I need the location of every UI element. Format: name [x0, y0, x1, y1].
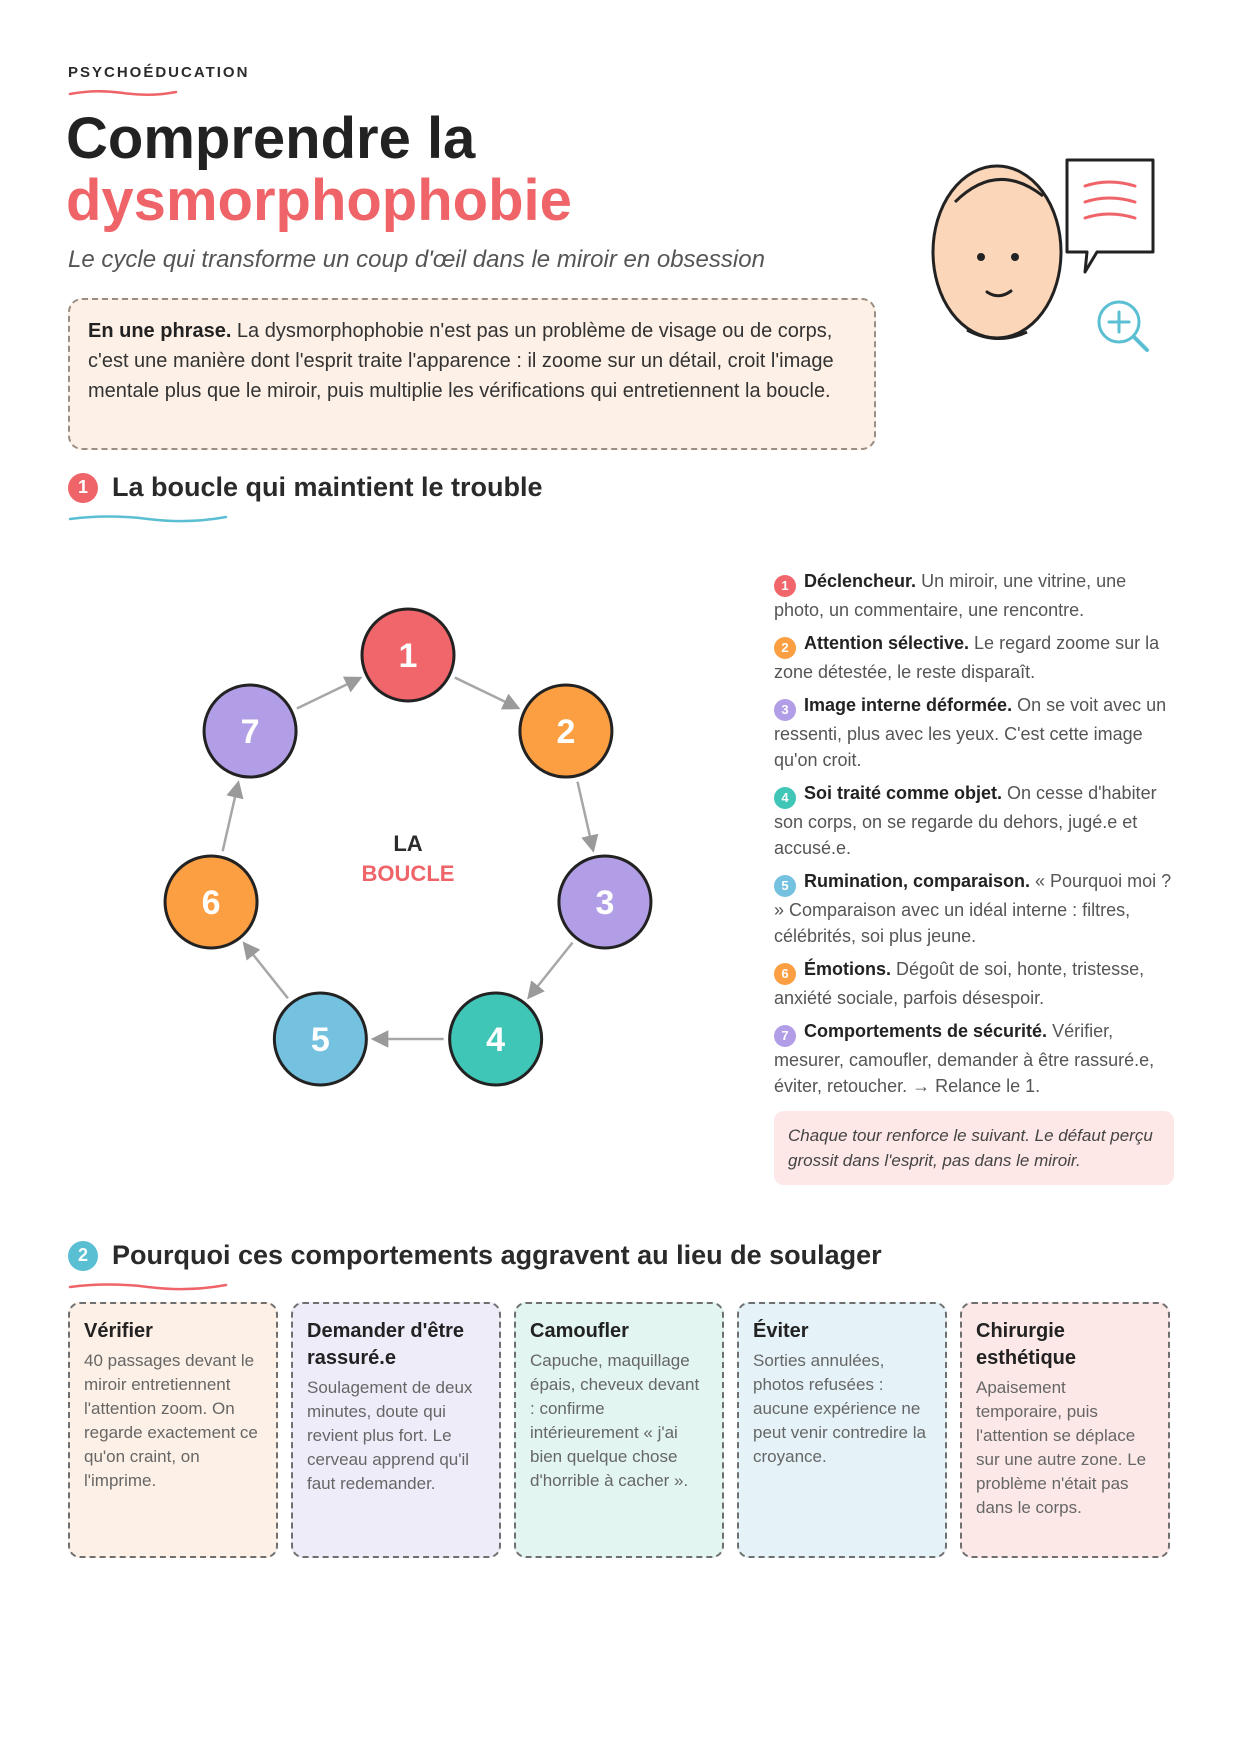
legend-item-title: Rumination, comparaison.	[804, 871, 1031, 891]
behaviour-card	[291, 1302, 501, 1558]
section-1-underline	[68, 512, 228, 524]
card-title: Demander d'être rassuré.e	[307, 1320, 465, 1369]
legend-item	[774, 868, 1174, 949]
summary-text: La dysmorphophobie n'est pas un problème de visage ou de corps, c'est une manière dont l'esprit traite l'apparence : il zoome sur un détail, croit l'image mentale plus que le miroir, puis multiplie les vérifications qui entretiennent la boucle.	[88, 320, 834, 402]
card-text: 40 passages devant le miroir entretiennent l'attention zoom. On regarde exactement ce qu'on craint, on l'imprime.	[84, 1351, 258, 1490]
behaviour-card	[68, 1302, 278, 1558]
legend-item	[774, 630, 1174, 685]
legend-number-badge: 4	[774, 787, 796, 809]
legend-number-badge: 6	[774, 963, 796, 985]
legend-item-text: On se voit avec un ressenti, plus avec les yeux. C'est cette image qu'on croit.	[774, 695, 1167, 770]
legend-item	[774, 568, 1174, 623]
loop-arrow	[245, 944, 288, 998]
behaviour-card	[960, 1302, 1170, 1558]
section-2-underline	[68, 1280, 228, 1292]
legend-item-title: Émotions.	[804, 959, 892, 979]
loop-node-label: 6	[201, 883, 221, 922]
legend-number-badge: 3	[774, 699, 796, 721]
legend-number-badge: 1	[774, 575, 796, 597]
face-icon	[933, 166, 1061, 339]
section-2-heading	[68, 1240, 882, 1271]
legend-item-title: Image interne déformée.	[804, 695, 1013, 715]
page-title	[66, 108, 572, 232]
behaviour-card	[737, 1302, 947, 1558]
title-line-1: Comprendre la	[66, 106, 476, 171]
loop-node-label: 1	[398, 637, 418, 675]
legend-item	[774, 956, 1174, 1011]
legend-item-text: Le regard zoome sur la zone détestée, le reste disparaît.	[774, 633, 1160, 682]
section-1-heading	[68, 472, 543, 503]
behaviour-card	[514, 1302, 724, 1558]
legend-item-text: Dégoût de soi, honte, tristesse, anxiété sociale, parfois désespoir.	[774, 959, 1145, 1008]
loop-center-label-1: LA	[393, 831, 423, 856]
summary-lead: En une phrase.	[88, 320, 232, 342]
card-text: Apaisement temporaire, puis l'attention se déplace sur une autre zone. Le problème n'était pas dans le corps.	[976, 1378, 1147, 1517]
loop-diagram	[140, 585, 700, 1105]
card-title: Vérifier	[84, 1320, 153, 1342]
legend-item	[774, 780, 1174, 861]
loop-arrow	[297, 678, 359, 708]
loop-legend	[774, 568, 1174, 1185]
loop-node-label: 3	[595, 883, 615, 922]
legend-item-title: Attention sélective.	[804, 633, 970, 653]
legend-item-text: Vérifier, mesurer, camoufler, demander à être rassuré.e, éviter, retoucher. → Relance le 1.	[774, 1021, 1155, 1096]
legend-item	[774, 1018, 1174, 1099]
magnifier-icon	[1099, 302, 1147, 350]
legend-number-badge: 7	[774, 1025, 796, 1047]
loop-node-label: 5	[310, 1020, 330, 1059]
legend-item	[774, 692, 1174, 773]
section-2-number: 2	[68, 1241, 98, 1271]
legend-item-text: Un miroir, une vitrine, une photo, un commentaire, une rencontre.	[774, 571, 1127, 620]
face-illustration	[925, 150, 1165, 380]
card-text: Sorties annulées, photos refusées : aucune expérience ne peut venir contredire la croyance.	[753, 1351, 926, 1466]
section-1-number: 1	[68, 473, 98, 503]
loop-node-label: 2	[556, 713, 576, 752]
page-subtitle: Le cycle qui transforme un coup d'œil dans le miroir en obsession	[68, 246, 765, 273]
loop-center-label-2: BOUCLE	[361, 861, 455, 886]
legend-item-text: « Pourquoi moi ? » Comparaison avec un idéal interne : filtres, célébrités, soi plus jeune.	[774, 871, 1172, 946]
loop-node-label: 7	[240, 713, 260, 752]
behaviour-cards	[68, 1302, 1170, 1558]
loop-arrow	[578, 782, 593, 850]
kicker: PSYCHOÉDUCATION	[68, 64, 250, 81]
card-text: Soulagement de deux minutes, doute qui revient plus fort. Le cerveau apprend qu'il faut redemander.	[307, 1378, 473, 1493]
speech-bubble-icon	[1067, 160, 1153, 272]
loop-note: Chaque tour renforce le suivant. Le défaut perçu grossit dans l'esprit, pas dans le miroir.	[774, 1111, 1174, 1185]
title-line-2: dysmorphophobie	[66, 168, 572, 233]
legend-item-title: Comportements de sécurité.	[804, 1021, 1048, 1041]
card-title: Camoufler	[530, 1320, 629, 1342]
loop-arrow	[529, 943, 572, 997]
summary-box	[68, 298, 876, 450]
section-1-title: La boucle qui maintient le trouble	[112, 472, 543, 502]
loop-arrow	[455, 678, 517, 708]
card-title: Éviter	[753, 1320, 809, 1342]
legend-number-badge: 5	[774, 875, 796, 897]
section-2-title: Pourquoi ces comportements aggravent au lieu de soulager	[112, 1240, 882, 1270]
loop-arrow	[223, 784, 238, 852]
legend-item-title: Soi traité comme objet.	[804, 783, 1003, 803]
kicker-underline	[68, 88, 178, 98]
legend-item-title: Déclencheur.	[804, 571, 917, 591]
legend-item-text: On cesse d'habiter son corps, on se regarde du dehors, jugé.e et accusé.e.	[774, 783, 1157, 858]
legend-number-badge: 2	[774, 637, 796, 659]
card-text: Capuche, maquillage épais, cheveux devant : confirme intérieurement « j'ai bien quelque chose d'horrible à cacher ».	[530, 1351, 700, 1490]
card-title: Chirurgie esthétique	[976, 1320, 1077, 1369]
loop-node-label: 4	[486, 1020, 506, 1059]
